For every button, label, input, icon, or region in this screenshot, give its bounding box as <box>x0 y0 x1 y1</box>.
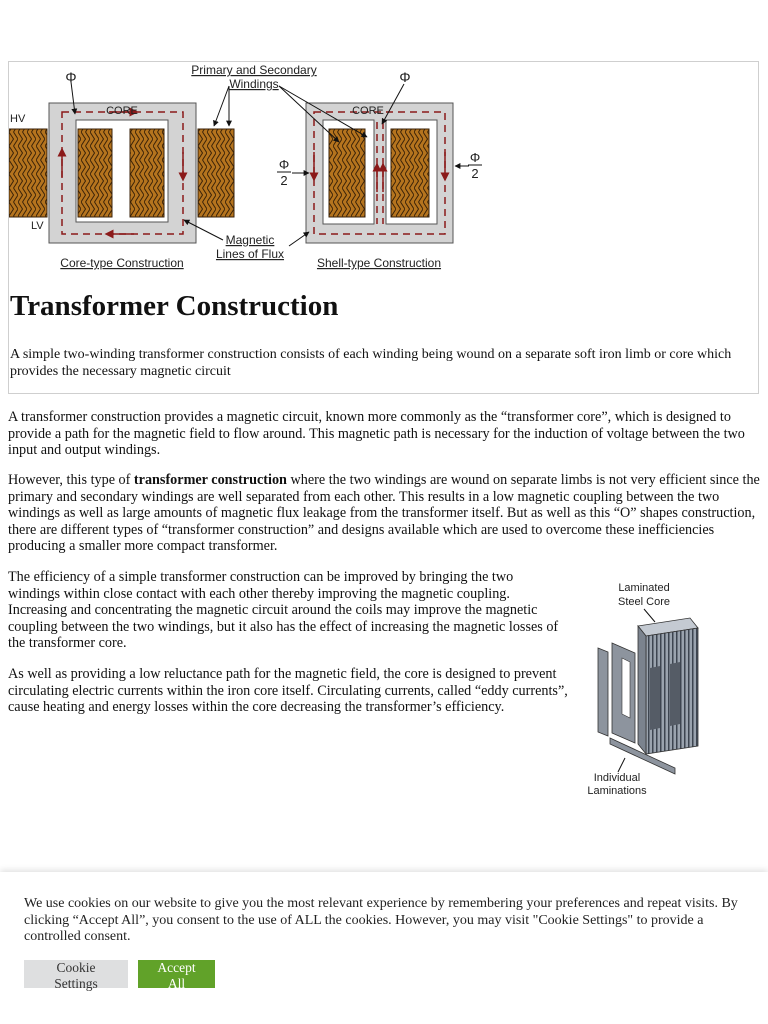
accept-all-button[interactable]: Accept All <box>138 960 215 988</box>
cookie-consent-bar <box>0 872 768 1024</box>
label-laminated-2: Steel Core <box>618 596 670 608</box>
label-phi-left: Φ <box>65 69 77 85</box>
label-laminated-1: Laminated <box>618 582 670 594</box>
label-core-right: CORE <box>352 105 384 117</box>
paragraph-2-bold: transformer construction <box>133 472 287 488</box>
label-hv: HV <box>10 113 26 125</box>
label-half-left-num: Φ <box>278 157 290 172</box>
laminated-core-figure <box>580 578 700 800</box>
label-primary-secondary-1: Primary and Secondary <box>191 63 317 77</box>
label-lv: LV <box>31 220 44 232</box>
label-half-right-den: 2 <box>471 166 479 181</box>
paragraph-3: The efficiency of a simple transformer construction can be improved by bringing the two windings within close contact with each other thereby improving the magnetic coupling. Increasing and concentrating the magnetic circuit around the coils may improve the magnetic coupling between the two windings, but it also has the effect of increasing the magnetic losses of the transformer core. <box>8 569 559 652</box>
label-individual: Individual <box>593 772 641 784</box>
figure-box <box>8 61 759 394</box>
label-phi-right: Φ <box>399 69 411 85</box>
shell-type-core <box>306 103 453 243</box>
label-magnetic-1: Magnetic <box>225 233 275 247</box>
cookie-text: We use cookies on our website to give you the most relevant experience by remembering your preferences and repeat visits. By clicking “Accept All”, you consent to the use of ALL the cookies. However, you may visit "Cookie Settings" to provide a controlled consent. <box>24 896 738 945</box>
label-shell-type: Shell-type Construction <box>316 256 442 270</box>
label-primary-secondary-2: Windings <box>229 77 279 91</box>
paragraph-2-end: where the two windings are wound on separate limbs is not very efficient since the primary and secondary windings are well separated from each other. This results in a low magnetic coupling between the two windings as well as large amounts of magnetic flux leakage from the transformer itself. But as well as this “O” shapes construction, there are different types of “transformer construction” and designs available which are used to overcome these inefficiencies producing a smaller more compact transformer. <box>8 472 760 555</box>
figure-caption: A simple two-winding transformer construction consists of each winding being wound on a separate soft iron limb or core which provides the necessary magnetic circuit <box>10 347 732 379</box>
transformer-diagram <box>9 62 760 292</box>
core-type-core <box>49 103 196 243</box>
paragraph-1: A transformer construction provides a magnetic circuit, known more commonly as the “transformer core”, which is designed to provide a path for the magnetic field to flow around. This magnetic path is necessary for the induction of voltage between the two input and output windings. <box>8 409 745 459</box>
paragraph-2-start: However, this type of <box>8 472 134 488</box>
paragraph-2 <box>8 472 760 555</box>
figure-title: Transformer Construction <box>10 290 339 322</box>
paragraph-4: As well as providing a low reluctance path for the magnetic field, the core is designed to prevent circulating electric currents within the iron core itself. Circulating currents, called “eddy currents”, cause heating and energy losses within the core decreasing the transformer’s efficiency. <box>8 666 568 716</box>
label-core-type: Core-type Construction <box>60 256 184 270</box>
label-magnetic-2: Lines of Flux <box>215 247 285 261</box>
label-core-left: CORE <box>106 105 138 117</box>
label-half-left-den: 2 <box>280 173 288 188</box>
label-laminations: Laminations <box>587 785 647 797</box>
label-half-right-num: Φ <box>469 150 481 165</box>
cookie-settings-button[interactable]: Cookie Settings <box>24 960 128 988</box>
